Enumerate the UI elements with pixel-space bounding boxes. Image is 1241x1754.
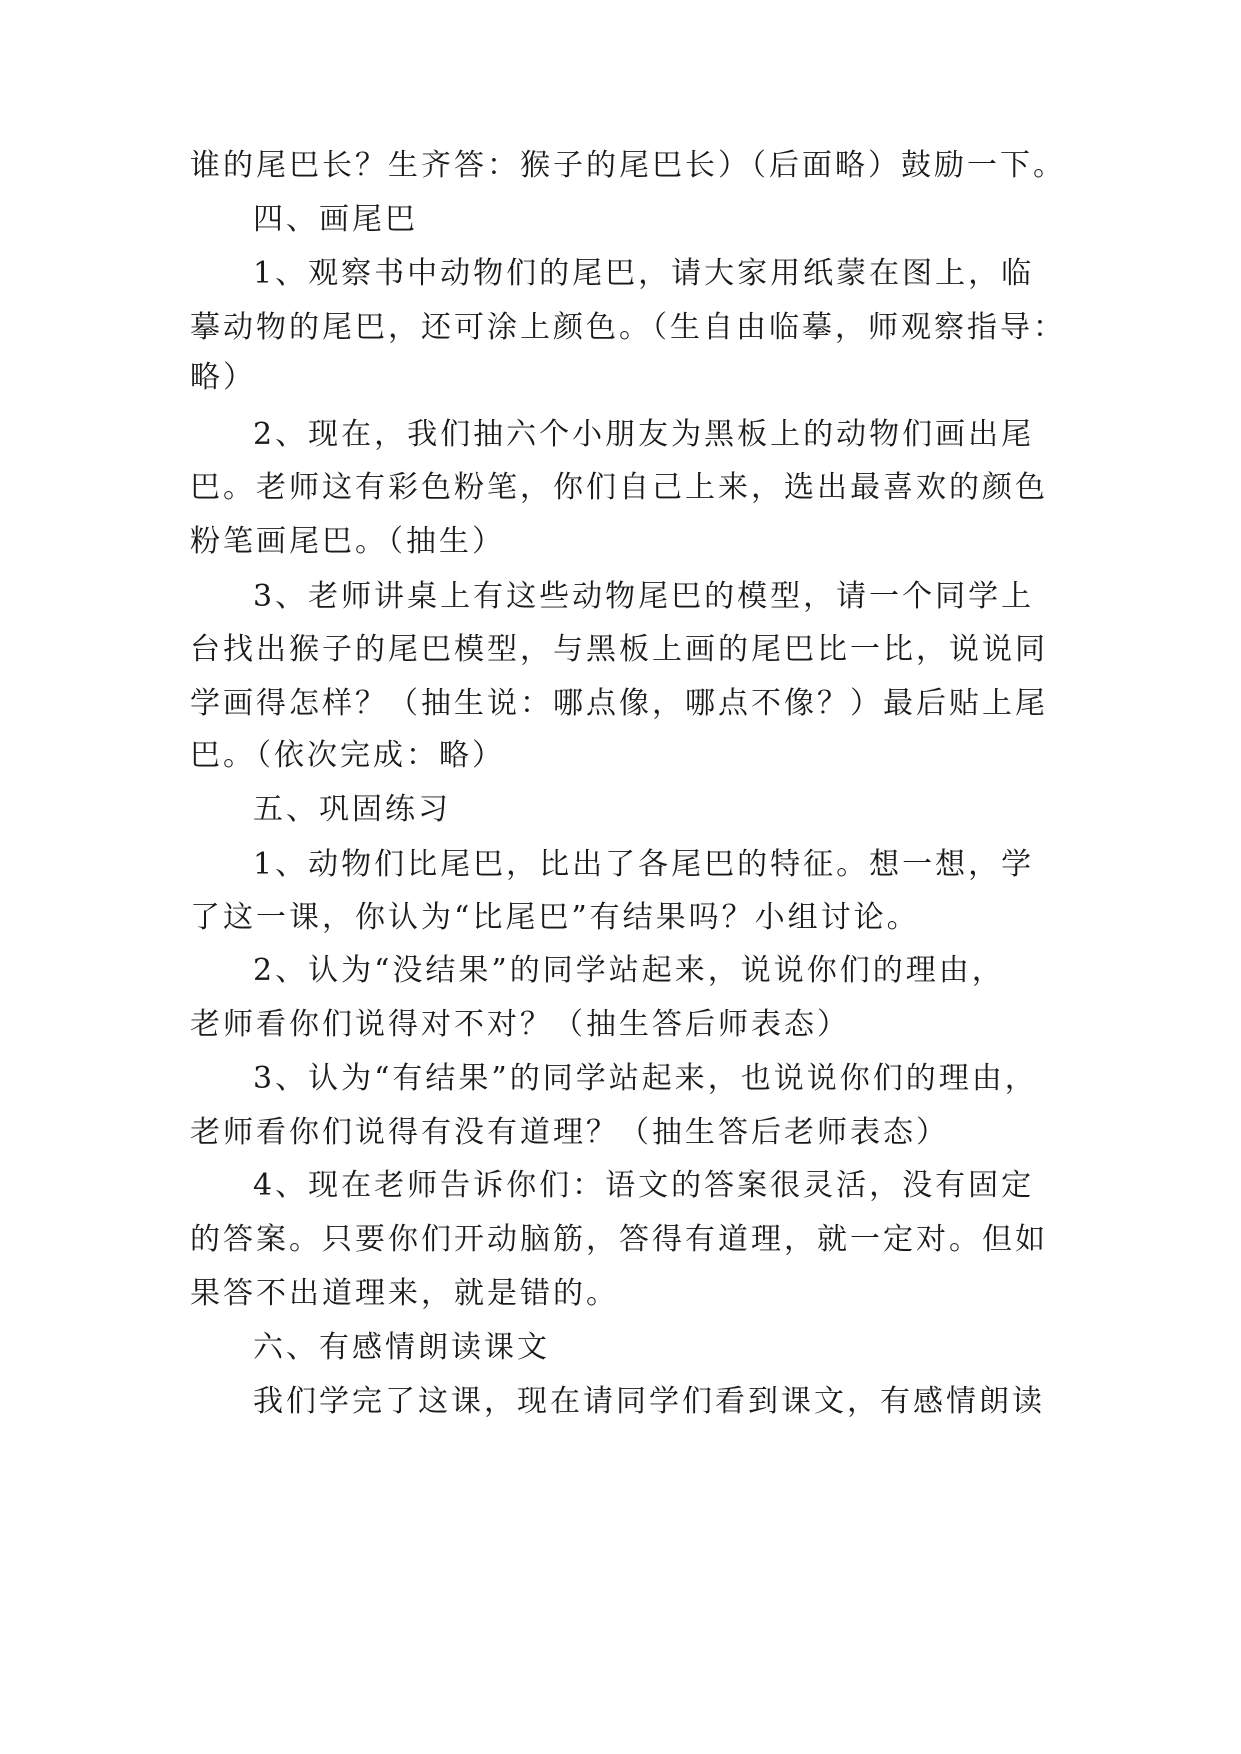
text-line: 果答不出道理来，就是错的。 bbox=[190, 1276, 619, 1311]
text-line: 了这一课，你认为“比尾巴”有结果吗？小组讨论。 bbox=[190, 900, 920, 935]
text-line: 略） bbox=[190, 360, 256, 395]
section-heading: 四、画尾巴 bbox=[253, 202, 418, 237]
text-line: 巴。（依次完成：略） bbox=[190, 738, 505, 773]
text-line: 4、现在老师告诉你们：语文的答案很灵活，没有固定 bbox=[253, 1168, 1035, 1203]
text-line: 巴。老师这有彩色粉笔，你们自己上来，选出最喜欢的颜色 bbox=[190, 470, 1048, 505]
text-line: 3、认为“有结果”的同学站起来，也说说你们的理由， bbox=[253, 1061, 1038, 1096]
text-line: 的答案。只要你们开动脑筋，答得有道理，就一定对。但如 bbox=[190, 1222, 1048, 1257]
text-line: 我们学完了这课，现在请同学们看到课文，有感情朗读 bbox=[253, 1384, 1045, 1419]
section-heading: 五、巩固练习 bbox=[253, 792, 451, 827]
text-line: 2、认为“没结果”的同学站起来，说说你们的理由， bbox=[253, 953, 1005, 988]
section-heading: 六、有感情朗读课文 bbox=[253, 1330, 550, 1365]
text-line: 谁的尾巴长？生齐答：猴子的尾巴长）（后面略）鼓励一下。 bbox=[190, 148, 1066, 183]
text-line: 老师看你们说得对不对？（抽生答后师表态） bbox=[190, 1007, 850, 1042]
text-line: 老师看你们说得有没有道理？（抽生答后老师表态） bbox=[190, 1115, 949, 1150]
text-line: 台找出猴子的尾巴模型，与黑板上画的尾巴比一比，说说同 bbox=[190, 632, 1048, 667]
text-line: 粉笔画尾巴。（抽生） bbox=[190, 524, 505, 559]
text-line: 1、观察书中动物们的尾巴，请大家用纸蒙在图上，临 bbox=[253, 256, 1035, 291]
text-line: 1、动物们比尾巴，比出了各尾巴的特征。想一想，学 bbox=[253, 847, 1035, 882]
text-line: 2、现在，我们抽六个小朋友为黑板上的动物们画出尾 bbox=[253, 417, 1035, 452]
text-line: 摹动物的尾巴，还可涂上颜色。（生自由临摹，师观察指导： bbox=[190, 310, 1066, 345]
text-line: 学画得怎样？（抽生说：哪点像，哪点不像？）最后贴上尾 bbox=[190, 686, 1048, 721]
text-line: 3、老师讲桌上有这些动物尾巴的模型，请一个同学上 bbox=[253, 579, 1035, 614]
